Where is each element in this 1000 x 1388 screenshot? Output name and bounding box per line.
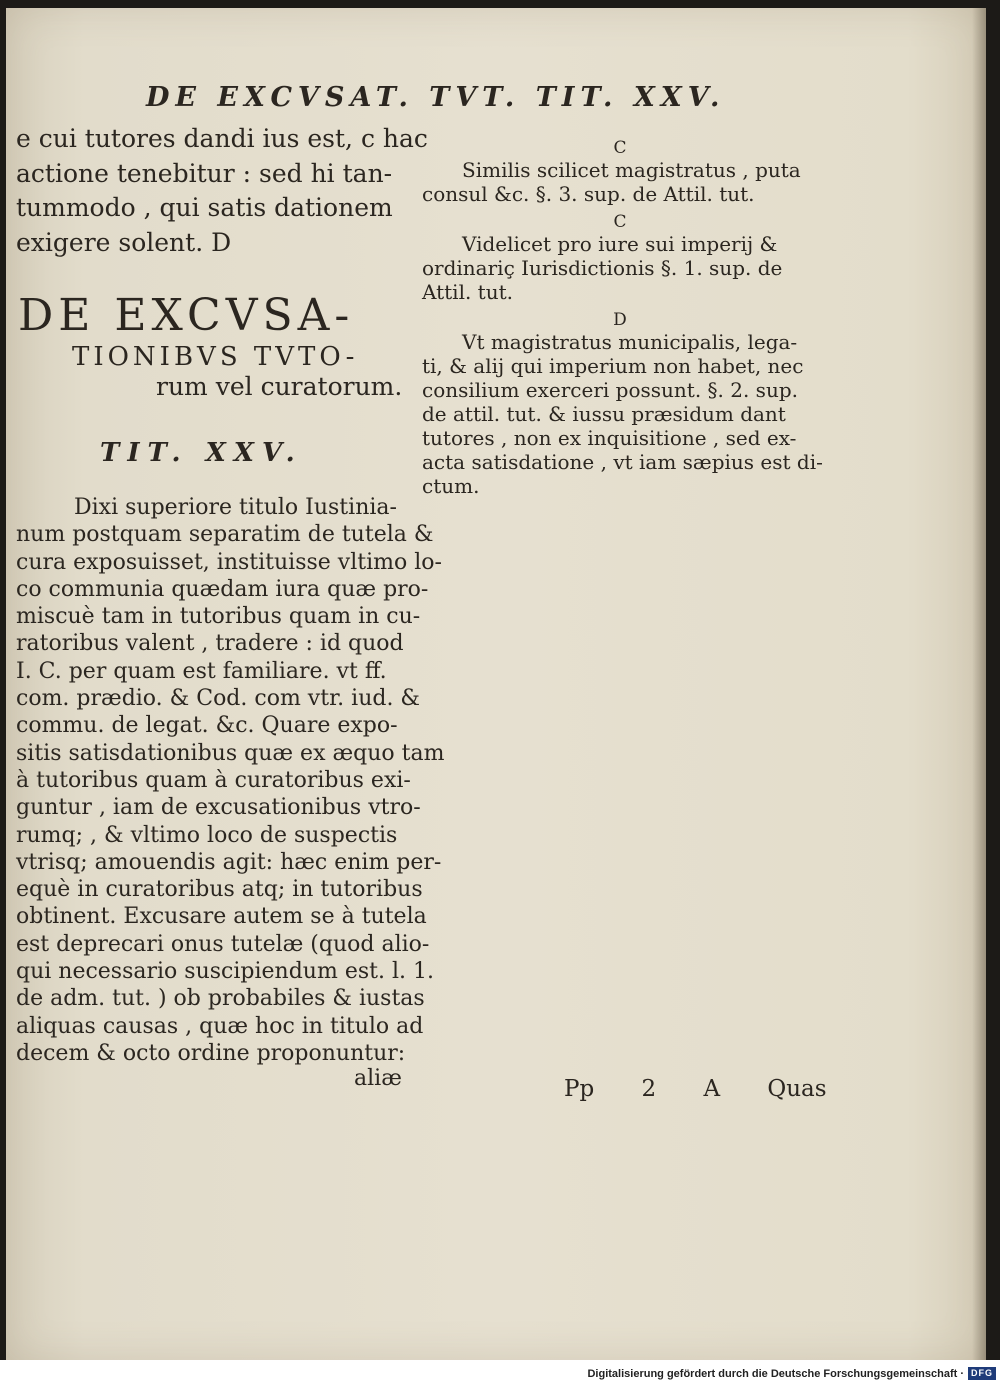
body-text — [16, 494, 445, 1067]
text-line: exigere solent. D — [16, 227, 232, 257]
page-edge-shadow — [972, 8, 986, 1360]
running-head: DE EXCVSAT. TVT. TIT. XXV. — [146, 82, 726, 113]
note-letter: D — [613, 310, 627, 330]
note-line: ti, & alij qui imperium non habet, nec — [422, 354, 804, 378]
text-line: guntur , iam de excusationibus vtro- — [16, 795, 421, 821]
text-line: cura exposuisset, instituisse vltimo lo- — [16, 549, 442, 575]
text-line: tummodo , qui satis dationem — [16, 193, 393, 222]
text-line: qui necessario suscipiendum est. l. 1. — [16, 959, 434, 985]
note-line: de attil. tut. & iussu præsidum dant — [422, 402, 786, 426]
text-line: co communia quædam iura quæ pro- — [16, 576, 429, 602]
title-subheading-2: rum vel curatorum. — [156, 372, 403, 401]
note-line: ordinariç Iurisdictionis §. 1. sup. de — [422, 256, 783, 280]
note-letter: C — [613, 138, 627, 158]
text-line: I. C. per quam est familiare. vt ff. — [16, 658, 387, 684]
text-line: actione tenebitur : sed hi tan- — [16, 158, 393, 188]
text-line: à tutoribus quam à curatoribus exi- — [16, 767, 411, 793]
text-line: vtrisq; amouendis agit: hæc enim per- — [16, 849, 442, 875]
note-line: ctum. — [422, 474, 480, 498]
text-line: aliquas causas , quæ hoc in titulo ad — [16, 1013, 424, 1039]
marginal-notes — [422, 138, 823, 498]
left-column-top — [16, 122, 428, 260]
text-line: est deprecari onus tutelæ (quod alio- — [16, 931, 430, 957]
text-line: com. prædio. & Cod. com vtr. iud. & — [16, 686, 421, 712]
text-line: equè in curatoribus atq; in tutoribus — [16, 877, 423, 903]
text-line: sitis satisdationibus quæ ex æquo tam — [16, 740, 445, 766]
signature-mark: Pp 2 A Quas — [564, 1076, 827, 1102]
text-line: decem & octo ordine proponuntur: — [16, 1040, 406, 1066]
text-line: rumq; , & vltimo loco de suspectis — [16, 822, 398, 848]
text-line: e cui tutores dandi ius est, c hac — [16, 124, 428, 153]
note-line: Attil. tut. — [422, 280, 513, 304]
note-c1 — [422, 138, 818, 206]
text-line: de adm. tut. ) ob probabiles & iustas — [16, 986, 425, 1012]
note-line: tutores , non ex inquisitione , sed ex- — [422, 426, 797, 450]
footer-credit: Digitalisierung gefördert durch die Deutsche Forschungsgemeinschaft · — [587, 1368, 964, 1380]
text-line: miscuè tam in tutoribus quam in cu- — [16, 604, 421, 630]
digitization-footer — [0, 1360, 1000, 1388]
text-line: num postquam separatim de tutela & — [16, 522, 434, 548]
note-letter: C — [613, 212, 627, 232]
text-line: ratoribus valent , tradere : id quod — [16, 631, 404, 657]
title-subheading: TIONIBVS TVTO- — [72, 342, 359, 372]
text-line: Dixi superiore titulo Iustinia- — [74, 495, 397, 520]
book-page — [6, 8, 986, 1360]
note-d — [422, 310, 823, 498]
note-line: Similis scilicet magistratus , puta — [462, 158, 801, 182]
title-number: TIT. XXV. — [100, 438, 303, 468]
text-line: commu. de legat. &c. Quare expo- — [16, 713, 398, 739]
note-line: Vt magistratus municipalis, lega- — [462, 330, 798, 354]
note-line: acta satisdatione , vt iam sæpius est di- — [422, 450, 823, 474]
title-heading: DE EXCVSA- — [18, 290, 355, 341]
note-c2 — [422, 212, 818, 304]
note-line: consul &c. §. 3. sup. de Attil. tut. — [422, 182, 755, 206]
dfg-logo: DFG — [968, 1367, 996, 1380]
note-line: Videlicet pro iure sui imperij & — [462, 232, 778, 256]
note-line: consilium exerceri possunt. §. 2. sup. — [422, 378, 798, 402]
catchword: aliæ — [354, 1066, 402, 1091]
text-line: obtinent. Excusare autem se à tutela — [16, 904, 427, 930]
